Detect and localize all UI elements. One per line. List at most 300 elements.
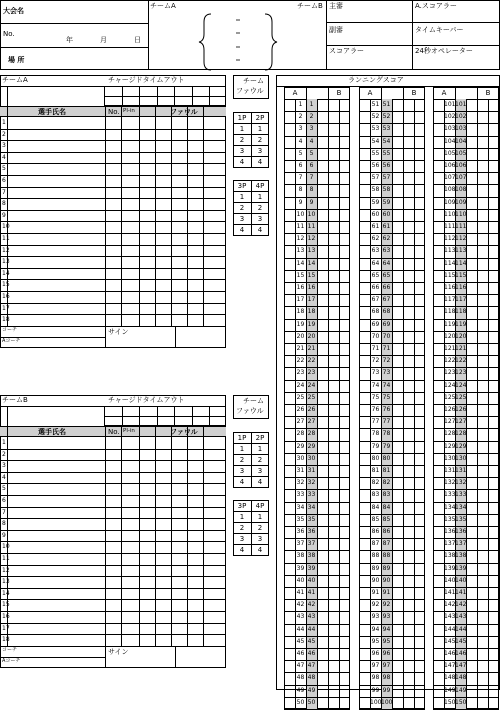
score-number-a: 50 (296, 698, 305, 706)
row-line (359, 416, 425, 417)
score-number-a: 13 (296, 247, 305, 255)
player-row-number: 1 (2, 439, 6, 446)
score-number-a: 70 (371, 332, 380, 340)
row-line (284, 319, 350, 320)
score-number-a: 38 (296, 552, 305, 560)
row-line (284, 489, 350, 490)
score-number-b: 22 (307, 357, 316, 365)
score-number-b: 110 (455, 210, 467, 218)
score-number-a: 41 (296, 589, 305, 596)
row-line (0, 221, 226, 222)
score-number-a: 78 (371, 430, 380, 438)
timeout-box-line (139, 86, 140, 106)
score-number-b: 47 (307, 662, 316, 670)
row-line (284, 441, 350, 442)
timeout-box-line (157, 406, 158, 426)
row-line (433, 648, 499, 649)
row-line (233, 465, 269, 466)
score-number-a: 87 (371, 540, 380, 548)
score-number-b: 100 (381, 698, 393, 706)
score-number-b: 8 (309, 186, 314, 194)
row-line (284, 184, 350, 185)
score-number-a: 121 (444, 345, 456, 352)
score-number-a: 112 (444, 235, 456, 243)
row-line (284, 587, 350, 588)
score-number-a: 72 (371, 357, 380, 365)
row-line (359, 550, 425, 551)
row-line (284, 697, 350, 698)
score-number-a: 109 (444, 198, 456, 206)
score-number-a: 55 (371, 149, 380, 157)
score-number-b: 63 (382, 247, 391, 255)
score-number-a: 77 (371, 418, 380, 426)
score-number-a: 65 (371, 271, 380, 279)
row-line (359, 587, 425, 588)
score-number-b: 39 (307, 564, 316, 572)
team-label: チームB (2, 396, 28, 404)
score-number-a: 56 (371, 162, 380, 169)
score-number-a: 7 (298, 174, 303, 182)
row-line (433, 514, 499, 515)
score-number-b: 16 (307, 284, 316, 291)
score-number-b: 51 (382, 101, 391, 108)
score-number-a: 83 (371, 491, 380, 499)
player-row-number: 4 (2, 473, 6, 481)
player-row-number: 12 (2, 566, 10, 574)
row-line (233, 511, 269, 512)
score-number-b: 6 (309, 162, 314, 169)
timeout-box-line (174, 86, 175, 106)
timeout-box-line (104, 86, 105, 106)
row-line (433, 258, 499, 259)
score-number-a: 128 (444, 430, 456, 438)
score-number-a: 39 (296, 564, 305, 572)
period-label: 4P (255, 502, 265, 510)
row-line (433, 123, 499, 124)
row-line (359, 514, 425, 515)
foul-count: 3 (257, 215, 263, 223)
score-number-a: 26 (296, 406, 305, 413)
row-line (284, 294, 350, 295)
row-line (433, 453, 499, 454)
row-line (359, 197, 425, 198)
column-line (175, 326, 176, 348)
row-line (284, 270, 350, 271)
score-number-b: 1 (309, 101, 314, 108)
score-number-a: 148 (444, 674, 456, 682)
row-line (359, 282, 425, 283)
row-line (433, 416, 499, 417)
row-line (359, 343, 425, 344)
score-number-a: 58 (371, 186, 380, 194)
score-number-b: 56 (382, 162, 391, 169)
foul-count: 2 (257, 456, 263, 464)
score-number-a: 81 (371, 467, 380, 474)
row-line (433, 477, 499, 478)
score-number-b: 136 (455, 528, 467, 535)
score-number-b: 54 (382, 137, 391, 145)
row-line (433, 538, 499, 539)
score-number-a: 111 (444, 223, 456, 230)
row-line (0, 291, 226, 292)
period-label: 2P (255, 114, 265, 122)
period-label: 3P (237, 502, 247, 510)
score-number-b: 124 (455, 381, 467, 389)
score-number-a: 150 (444, 698, 456, 706)
row-line (284, 197, 350, 198)
row-line (433, 587, 499, 588)
score-number-a: 120 (444, 332, 456, 340)
column-line (105, 326, 106, 348)
column-line (139, 106, 140, 326)
score-column-b-header: B (411, 89, 417, 97)
foul-count: 2 (257, 524, 263, 532)
score-number-b: 34 (307, 503, 316, 511)
score-number-a: 17 (296, 296, 305, 304)
row-line (0, 245, 226, 246)
score-number-b: 48 (307, 674, 316, 682)
score-number-a: 10 (296, 210, 305, 218)
row-line (433, 282, 499, 283)
row-line (284, 538, 350, 539)
score-number-b: 88 (382, 552, 391, 560)
score-number-b: 50 (307, 698, 316, 706)
player-row-number: 14 (2, 589, 10, 597)
score-number-b: 96 (382, 650, 391, 657)
period-label: 3P (237, 182, 247, 190)
foul-count: 4 (257, 226, 263, 234)
foul-count: 1 (239, 513, 245, 521)
row-line (433, 270, 499, 271)
score-number-b: 5 (309, 149, 314, 157)
foul-count: 2 (239, 204, 245, 212)
score-number-a: 124 (444, 381, 456, 389)
row-line (0, 198, 226, 199)
score-number-b: 121 (455, 345, 467, 352)
score-number-b: 41 (307, 589, 316, 596)
row-line (0, 646, 226, 647)
row-line (233, 145, 269, 146)
row-line (233, 123, 269, 124)
row-line (284, 526, 350, 527)
score-number-b: 131 (455, 467, 467, 474)
row-line (359, 184, 425, 185)
score-number-a: 25 (296, 393, 305, 401)
timeout-box-line (192, 86, 193, 106)
row-line (0, 129, 226, 130)
score-number-a: 103 (444, 125, 456, 133)
row-line (284, 672, 350, 673)
column-line (187, 426, 188, 646)
row-line (233, 213, 269, 214)
player-row-number: 5 (2, 165, 6, 173)
row-line (359, 221, 425, 222)
foul-count: 3 (257, 147, 263, 155)
coach-label: コーチ (2, 646, 18, 653)
running-score-title: ランニングスコア (348, 76, 404, 84)
column-line (105, 426, 106, 646)
row-line (433, 221, 499, 222)
score-number-b: 149 (455, 686, 467, 694)
row-line (359, 258, 425, 259)
player-row-number: 1 (2, 119, 6, 126)
score-number-b: 31 (307, 467, 316, 474)
assistant-coach-label: Aコーチ (2, 337, 21, 344)
score-number-a: 125 (444, 393, 456, 401)
score-number-b: 53 (382, 125, 391, 133)
score-number-a: 46 (296, 650, 305, 657)
score-number-b: 30 (307, 454, 316, 462)
row-line (359, 233, 425, 234)
row-line (433, 489, 499, 490)
score-number-a: 146 (444, 650, 456, 657)
score-number-b: 138 (455, 552, 467, 560)
score-number-a: 82 (371, 479, 380, 487)
row-line (284, 599, 350, 600)
row-line (0, 576, 226, 577)
month-label: 月 (100, 36, 107, 44)
player-row-number: 16 (2, 293, 10, 300)
score-number-b: 80 (382, 454, 391, 462)
row-line (233, 156, 269, 157)
player-row-number: 6 (2, 177, 6, 184)
foul-header: ファウル (170, 108, 198, 116)
score-number-a: 71 (371, 345, 380, 352)
foul-count: 1 (257, 513, 263, 521)
score-number-b: 25 (307, 393, 316, 401)
row-line (433, 172, 499, 173)
score-number-a: 12 (296, 235, 305, 243)
score-number-a: 62 (371, 235, 380, 243)
score-number-b: 28 (307, 430, 316, 438)
referee-label: 主審 (329, 2, 343, 10)
foul-count: 1 (257, 193, 263, 201)
score-number-a: 14 (296, 259, 305, 267)
row-line (359, 611, 425, 612)
score-number-a: 40 (296, 576, 305, 584)
score-number-a: 123 (444, 369, 456, 377)
score-number-a: 61 (371, 223, 380, 230)
score-number-b: 52 (382, 113, 391, 121)
team-foul-label: チーム (243, 397, 264, 405)
score-number-a: 94 (371, 625, 380, 633)
player-row-number: 3 (2, 142, 6, 150)
column-line (7, 86, 8, 106)
score-number-a: 4 (298, 137, 303, 145)
player-row-number: 13 (2, 258, 10, 266)
row-line (359, 367, 425, 368)
score-number-a: 147 (444, 662, 456, 670)
row-line (433, 294, 499, 295)
score-number-b: 2 (309, 113, 314, 121)
score-number-b: 21 (307, 345, 316, 352)
score-number-a: 119 (444, 320, 456, 328)
score-number-b: 125 (455, 393, 467, 401)
score-number-b: 118 (455, 308, 467, 316)
row-line (359, 136, 425, 137)
row-line (284, 404, 350, 405)
row-line (284, 111, 350, 112)
foul-count: 4 (257, 478, 263, 486)
team-a-header-label: チームA (150, 2, 176, 10)
foul-count: 4 (257, 158, 263, 166)
row-line (0, 623, 226, 624)
sign-label: サイン (108, 647, 129, 656)
player-row-number: 14 (2, 269, 10, 277)
score-number-b: 97 (382, 662, 391, 670)
score-number-a: 133 (444, 491, 456, 499)
score-number-b: 62 (382, 235, 391, 243)
score-number-a: 95 (371, 637, 380, 645)
column-line (203, 106, 204, 326)
score-number-b: 92 (382, 601, 391, 609)
score-number-b: 3 (309, 125, 314, 133)
row-line (433, 660, 499, 661)
row-line (433, 160, 499, 161)
score-number-b: 29 (307, 442, 316, 450)
row-line (359, 672, 425, 673)
team-foul-label: ファウル (236, 87, 264, 95)
score-number-a: 101 (444, 101, 456, 108)
score-number-b: 144 (455, 625, 467, 633)
row-line (233, 454, 269, 455)
score-number-a: 5 (298, 149, 303, 157)
row-line (359, 502, 425, 503)
player-row-number: 9 (2, 211, 6, 219)
score-number-b: 90 (382, 576, 391, 584)
row-line (284, 575, 350, 576)
player-row-number: 3 (2, 462, 6, 470)
score-number-b: 85 (382, 515, 391, 523)
score-number-b: 115 (455, 271, 467, 279)
row-line (359, 538, 425, 539)
row-line (433, 233, 499, 234)
row-line (0, 483, 226, 484)
row-line (233, 476, 269, 477)
column-line (175, 646, 176, 668)
column-line (171, 106, 172, 326)
row-line (0, 518, 226, 519)
score-number-a: 117 (444, 296, 456, 304)
score-number-a: 33 (296, 491, 305, 499)
score-number-b: 141 (455, 589, 467, 596)
player-row-number: 8 (2, 200, 6, 208)
row-line (284, 502, 350, 503)
score-number-b: 113 (455, 247, 467, 255)
row-line (433, 197, 499, 198)
sign-label: サイン (108, 327, 129, 336)
score-number-a: 97 (371, 662, 380, 670)
timeout-box-line (157, 86, 158, 106)
row-line (359, 465, 425, 466)
score-number-a: 127 (444, 418, 456, 426)
score-number-a: 24 (296, 381, 305, 389)
player-row-number: 16 (2, 613, 10, 620)
score-number-b: 129 (455, 442, 467, 450)
score-number-a: 43 (296, 613, 305, 621)
score-number-b: 89 (382, 564, 391, 572)
charged-timeout-label: チャージドタイムアウト (108, 396, 185, 404)
column-line (121, 426, 122, 646)
score-number-a: 141 (444, 589, 456, 596)
score-number-b: 73 (382, 369, 391, 377)
score-number-a: 3 (298, 125, 303, 133)
score-number-a: 126 (444, 406, 456, 413)
row-line (433, 306, 499, 307)
score-number-b: 133 (455, 491, 467, 499)
player-row-number: 15 (2, 601, 10, 609)
player-name-header: 選手氏名 (38, 428, 66, 436)
score-number-b: 61 (382, 223, 391, 230)
row-line (284, 648, 350, 649)
score-number-b: 10 (307, 210, 316, 218)
period-label: 4P (255, 182, 265, 190)
row-line (433, 624, 499, 625)
score-number-b: 71 (382, 345, 391, 352)
row-line (0, 152, 226, 153)
score-number-a: 6 (298, 162, 303, 169)
score-number-b: 65 (382, 271, 391, 279)
score-number-a: 49 (296, 686, 305, 694)
row-line (0, 460, 226, 461)
row-line (433, 685, 499, 686)
score-number-b: 37 (307, 540, 316, 548)
foul-count: 2 (239, 136, 245, 144)
row-line (284, 123, 350, 124)
column-line (477, 87, 478, 99)
score-number-b: 66 (382, 284, 391, 291)
score-number-a: 91 (371, 589, 380, 596)
row-line (284, 453, 350, 454)
score-number-a: 93 (371, 613, 380, 621)
score-number-b: 36 (307, 528, 316, 535)
player-row-number: 10 (2, 543, 10, 551)
row-line (0, 140, 226, 141)
score-number-a: 19 (296, 320, 305, 328)
score-number-b: 126 (455, 406, 467, 413)
score-number-b: 45 (307, 637, 316, 645)
score-number-a: 132 (444, 479, 456, 487)
team-b-header-label: チームB (297, 2, 323, 10)
score-number-b: 106 (455, 162, 467, 169)
score-number-a: 106 (444, 162, 456, 169)
score-number-b: 123 (455, 369, 467, 377)
row-line (284, 416, 350, 417)
assistant-coach-label: Aコーチ (2, 657, 21, 664)
score-number-a: 69 (371, 320, 380, 328)
foul-count: 1 (239, 125, 245, 133)
score-number-b: 35 (307, 515, 316, 523)
row-line (359, 160, 425, 161)
score-number-b: 67 (382, 296, 391, 304)
column-line (381, 87, 382, 99)
foul-count: 4 (239, 546, 245, 554)
score-number-b: 15 (307, 271, 316, 279)
score-number-a: 139 (444, 564, 456, 572)
assistant-scorer-label: A.スコアラー (415, 2, 457, 10)
tournament-label: 大会名 (3, 7, 24, 15)
foul-count: 3 (239, 535, 245, 543)
row-line (433, 404, 499, 405)
row-line (433, 611, 499, 612)
umpire-label: 副審 (329, 26, 343, 34)
player-row-number: 10 (2, 223, 10, 231)
row-line (359, 172, 425, 173)
score-number-a: 44 (296, 625, 305, 633)
row-line (433, 380, 499, 381)
score-number-b: 147 (455, 662, 467, 670)
score-number-b: 70 (382, 332, 391, 340)
